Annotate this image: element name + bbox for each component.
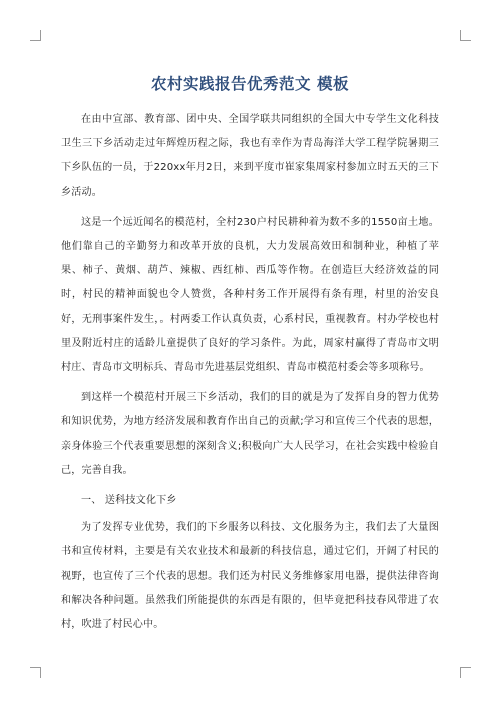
paragraph-science-culture: 为了发挥专业优势，我们的下乡服务以科技、文化服务为主，我们去了大量图书和宣传材料，主要是有关农业技术和最新的科技信息，通过它们，开阔了村民的视野，也宣传了三个代表的思想。我们还为村民义务维修家用电器，提供法律咨询和解决各种问题。虽然我们所能提供的东西是有限的，但毕竟把科技春风带进了农村，吹进了村民心中。: [61, 522, 439, 631]
crop-mark-top-left: [30, 30, 41, 41]
paragraph-village: 这是一个远近闻名的模范村，全村230户村民耕种着为数不多的1550亩土地。他们靠自己的辛勤努力和改革开放的良机，大力发展高效田和制种业，种植了苹果、柿子、黄烟、葫芦、辣椒、西红柿、西瓜等作物。在创造巨大经济效益的同时，村民的精神面貌也令人赞赏，各种村务工作开展得有条有理，村里的治安良好，无刑事案件发生，。村两委工作认真负责，心系村民，重视教育。村办学校也村里及附近村庄的适龄儿童提供了良好的学习条件。为此，周家村赢得了青岛市文明村庄、青岛市文明标兵、青岛市先进基层党组织、青岛市模范村委会等多项称号。: [61, 216, 439, 374]
paragraph-purpose: 到这样一个模范村开展三下乡活动，我们的目的就是为了发挥自身的智力优势和知识优势，为地方经济发展和教育作出自己的贡献;学习和宣传三个代表的思想，亲身体验三个代表重要思想的深刻含义;积极向广大人民学习，在社会实践中检验自己，完善自我。: [61, 392, 439, 476]
document-title: 农村实践报告优秀范文 模板: [151, 75, 349, 94]
section-heading-1: 一、 送科技文化下乡: [81, 495, 177, 507]
document-body: [61, 108, 439, 637]
crop-mark-bottom-right: [460, 667, 471, 678]
paragraph-intro: 在由中宣部、教育部、团中央、全国学联共同组织的全国大中专学生文化科技卫生三下乡活动走过年辉煌历程之际，我也有幸作为青岛海洋大学工程学院暑期三下乡队伍的一员，于220xx年月2日，来到平度市崔家集周家村参加立时五天的三下乡活动。: [61, 114, 439, 198]
crop-mark-bottom-left: [30, 667, 41, 678]
crop-mark-top-right: [460, 30, 471, 41]
